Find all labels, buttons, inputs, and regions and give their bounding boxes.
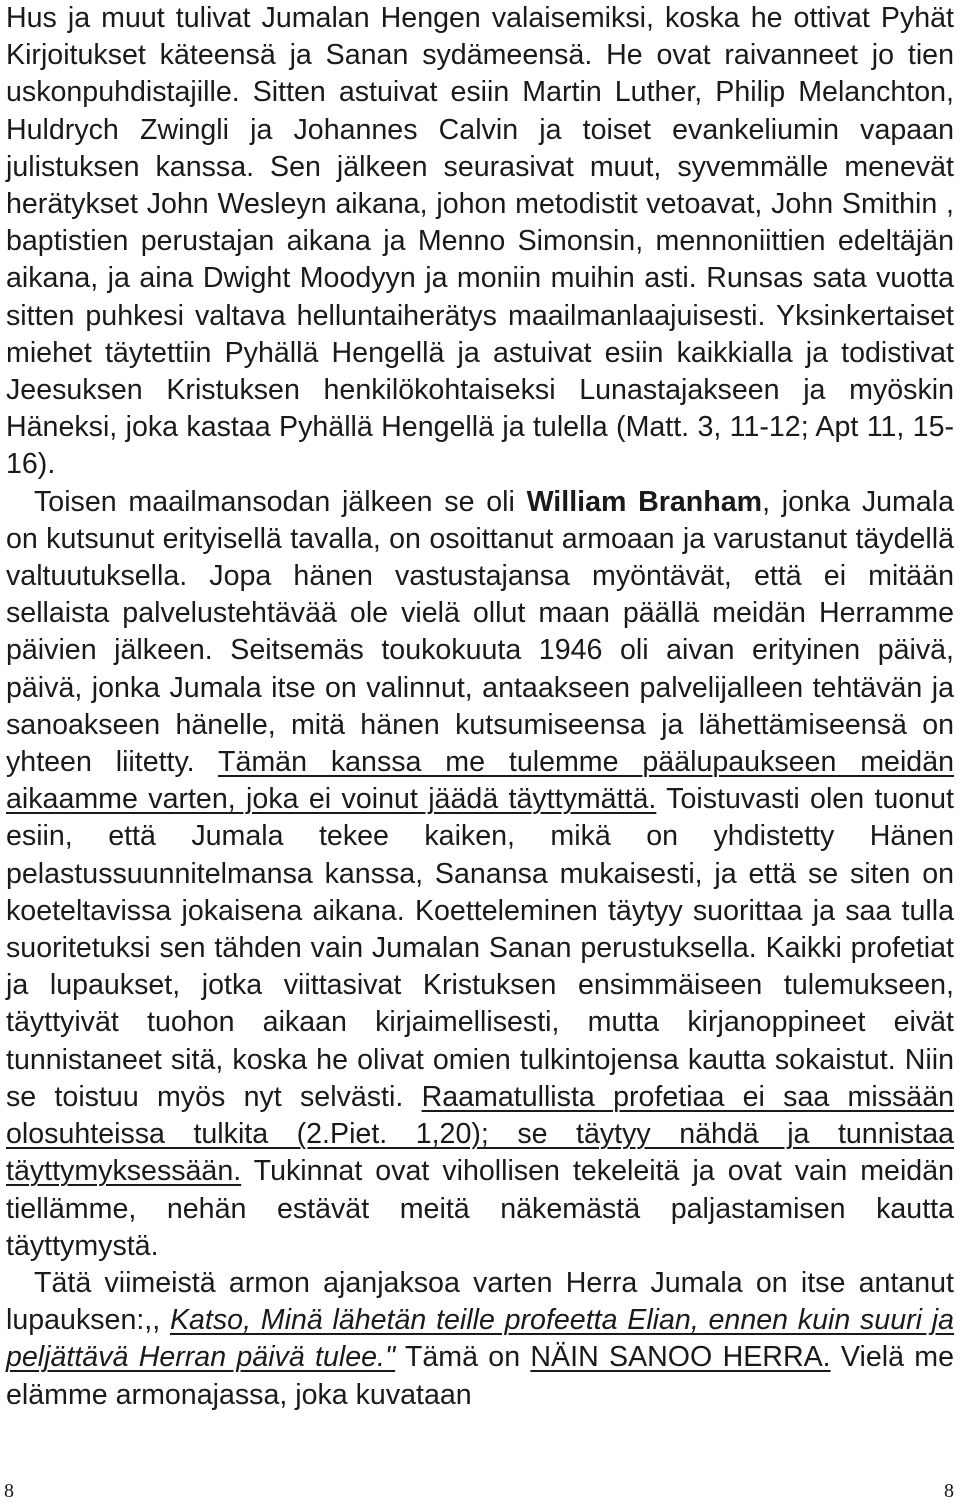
paragraph-1-text: Hus ja muut tulivat Jumalan Hengen valaisemiksi, koska he ottivat Pyhät Kirjoitukset käteensä ja Sanan sydämeensä. He ovat raivanneet jo tien uskonpuhdistajille. Sitten astuivat esiin Martin Luther, Philip Melanchton, Huldrych Zwingli ja Johannes Calvin ja toiset evankeliumin vapaan julistuksen kanssa. Sen jälkeen seurasivat muut, syvemmälle menevät herätykset John Wesleyn aikana, johon metodistit vetoavat, John Smithin , baptistien perustajan aikana ja Menno Simonsin, mennoniittien edeltäjän aikana, ja aina Dwight Moodyyn ja moniin muihin asti. Runsas sata vuotta sitten puhkesi valtava helluntaiherätys maailmanlaajuisesti. Yksinkertaiset miehet täytettiin Pyhällä Hengellä ja astuivat esiin kaikkialla ja todistivat Jeesuksen Kristuksen henkilökohtaiseksi Lunastajakseen ja myöskin Häneksi, joka kastaa Pyhällä Hengellä ja tulella (Matt. 3, 11-12; Apt 11, 15-16). (6, 2, 954, 481)
italic-quote-malachi: Katso, Minä lähetän teille profeetta Elian, ennen kuin suuri ja peljättävä Herran päivä tulee." (6, 1304, 954, 1374)
paragraph-reformers (6, 0, 954, 484)
paragraph-2-text-d: Tukinnat ovat vihollisen tekeleitä ja ovat vain meidän tiellämme, nehän estävät meitä näkemästä paljastamisen kautta täyttymystä. (6, 1155, 954, 1262)
underlined-thus-saith-the-lord: NÄIN SANOO HERRA. (530, 1341, 831, 1374)
underlined-sentence-prophecy: Raamatullista profetiaa ei saa missään olosuhteissa tulkita (2.Piet. 1,20); se täytyy nähdä ja tunnistaa täyttymyksessään. (6, 1080, 955, 1188)
page-number-right: 8 (944, 1480, 954, 1502)
paragraph-branham (6, 484, 954, 1265)
paragraph-3-text-b: Tämä on (395, 1341, 531, 1374)
paragraph-2-text-a: Toisen maailmansodan jälkeen se oli (34, 485, 527, 518)
paragraph-2-text-b: , jonka Jumala on kutsunut erityisellä tavalla, on osoittanut armoaan ja varustanut täydellä valtuutuksella. Jopa hänen vastustajansa myöntävät, että ei mitään sellaista palvelustehtävää ole vielä ollut maan päällä meidän Herramme päivien jälkeen. Seitsemäs toukokuuta 1946 oli aivan erityinen päivä, päivä, jonka Jumala itse on valinnut, antaakseen palvelijalleen tehtävän ja sanoakseen hänelle, mitä hänen kutsumiseensa ja lähettämiseensä on yhteen liitetty. (6, 485, 955, 779)
paragraph-2-text-c: Toistuvasti olen tuonut esiin, että Jumala tekee kaiken, mikä on yhdistetty Hänen pelastussuunnitelmansa kanssa, Sanansa mukaisesti, ja että se siten on koeteltavissa jokaisena aikana. Koetteleminen täytyy suorittaa ja saa tulla suoritetuksi sen tähden vain Jumalan Sanan perustuksella. Kaikki profetiat ja lupaukset, jotka viittasivat Kristuksen ensimmäiseen tulemukseen, täyttyivät tuohon aikaan kirjaimellisesti, mutta kirjanoppineet eivät tunnistaneet sitä, koska he olivat omien tulkintojensa kautta sokaistut. Niin se toistuu myös nyt selvästi. (6, 783, 954, 1113)
paragraph-3-text-a: Tätä viimeistä armon ajanjaksoa varten Herra Jumala on itse antanut lupauksen:,, (6, 1266, 954, 1337)
paragraph-3-text-c: Vielä me elämme armonajassa, joka kuvataan (6, 1341, 954, 1411)
page-number-left: 8 (4, 1480, 14, 1502)
paragraph-elijah-promise (6, 1265, 954, 1414)
bold-name-william-branham: William Branham (526, 485, 763, 518)
underlined-sentence-promise: Tämän kanssa me tulemme päälupaukseen meidän aikaamme varten, joka ei voinut jäädä täyttymättä. (6, 746, 954, 816)
document-page (6, 0, 954, 1414)
